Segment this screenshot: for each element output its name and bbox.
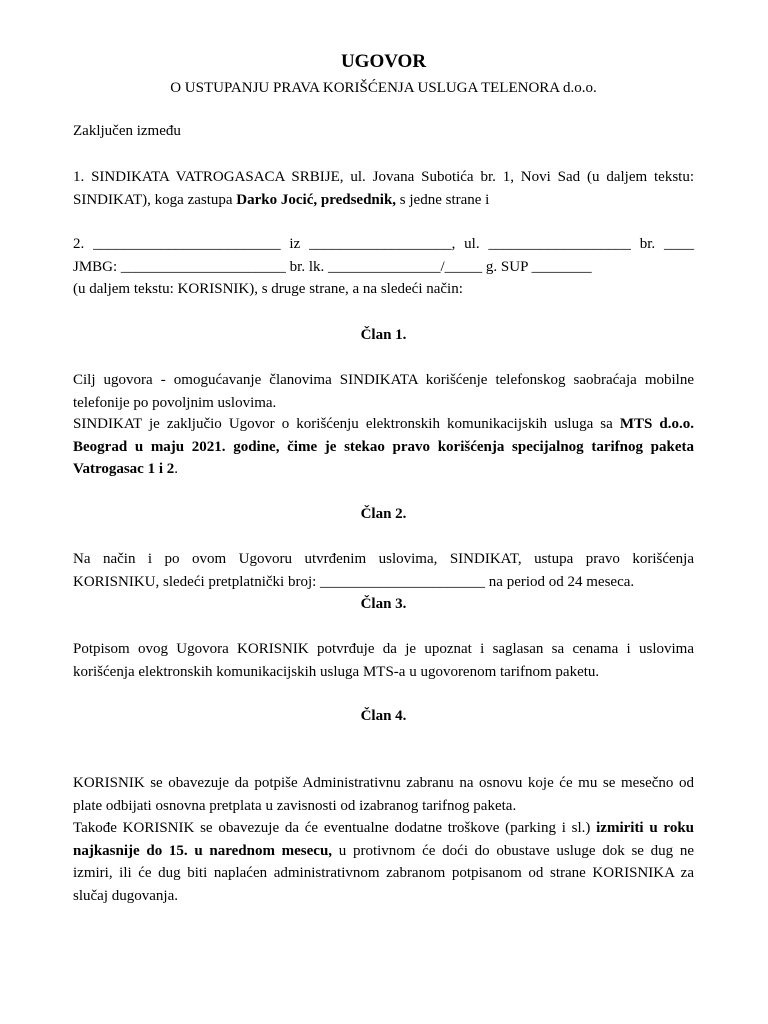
article-1-p2-line-3: Vatrogasac 1 i 2. [73, 461, 178, 477]
article-1-p1-line-1: Cilj ugovora - omogućavanje članovima SINDIKATA korišćenje telefonskog saobraćaja mobilne [73, 372, 694, 388]
party-1-line-2: SINDIKAT), koga zastupa Darko Jocić, predsednik, s jedne strane i [73, 191, 490, 208]
article-4-p2-line-2: najkasnije do 15. u narednom mesecu, u protivnom će doći do obustave usluge dok se dug ne [73, 842, 694, 859]
party-2-line-2: JMBG: ______________________ br. lk. _______________/_____ g. SUP ________ [73, 258, 592, 275]
party-2-line-3: (u daljem tekstu: KORISNIK), s druge strane, a na sledeći način: [73, 281, 463, 297]
party-1-line-1: 1. SINDIKATA VATROGASACA SRBIJE, ul. Jovana Subotića br. 1, Novi Sad (u daljem tekstu: [73, 169, 694, 185]
article-4-p1-line-1: KORISNIK se obavezuje da potpiše Administrativnu zabranu na osnovu koje će mu se mesečno od [73, 775, 694, 791]
article-3-paragraph [73, 638, 694, 683]
article-2-heading: Član 2. [360, 506, 407, 522]
article-4-paragraph-2 [73, 817, 694, 907]
article-2-paragraph [73, 548, 694, 593]
article-3-heading: Član 3. [360, 596, 407, 612]
document-title: UGOVOR [340, 51, 427, 72]
concluded-between: Zaključen između [73, 123, 181, 139]
article-1-p2-line-2: Beograd u maju 2021. godine, čime je stekao pravo korišćenja specijalnog tarifnog paketa [73, 438, 694, 455]
article-4-p1-line-2: plate odbijati osnovna pretplata u zavisnosti od izabranog tarifnog paketa. [73, 797, 517, 814]
article-4-p2-line-4: slučaj dugovanja. [73, 887, 178, 904]
article-2-line-1: Na način i po ovom Ugovoru utvrđenim uslovima, SINDIKAT, ustupa pravo korišćenja [73, 551, 694, 567]
article-4-paragraph-1 [73, 772, 694, 817]
article-1-p2-line-1: SINDIKAT je zaključio Ugovor o korišćenju elektronskih komunikacijskih usluga sa MTS d.o.o. [73, 416, 694, 432]
article-3-line-2: korišćenja elektronskih komunikacijskih usluga MTS-a u ugovorenom tarifnom paketu. [73, 663, 600, 680]
article-4-p2-line-3: izmiri, ili će dug biti naplaćen administrativnom zabranom potpisanom od strane KORISNIKA za [73, 865, 694, 881]
article-3-line-1: Potpisom ovog Ugovora KORISNIK potvrđuje da je upoznat i saglasan sa cenama i uslovima [73, 641, 694, 657]
article-1-paragraph-1 [73, 369, 694, 414]
article-4-heading: Član 4. [360, 708, 407, 724]
article-1-paragraph-2 [73, 413, 694, 481]
party-2-line-1: 2. _________________________ iz ___________________, ul. ___________________ br. ____ [73, 236, 694, 252]
party-1-paragraph [73, 166, 694, 211]
document-subtitle: O USTUPANJU PRAVA KORIŠĆENJA USLUGA TELENORA d.o.o. [170, 80, 597, 96]
article-1-heading: Član 1. [360, 327, 407, 343]
article-1-p1-line-2: telefonije po povoljnim uslovima. [73, 394, 277, 411]
representative-name: Darko Jocić, predsednik, [236, 191, 397, 208]
article-2-line-2: KORISNIKU, sledeći pretplatnički broj: ______________________ na period od 24 meseca. [73, 573, 635, 590]
party-2-paragraph [73, 233, 694, 301]
article-4-p2-line-1: Takođe KORISNIK se obavezuje da će eventualne dodatne troškove (parking i sl.) izmiriti u roku [73, 820, 694, 836]
